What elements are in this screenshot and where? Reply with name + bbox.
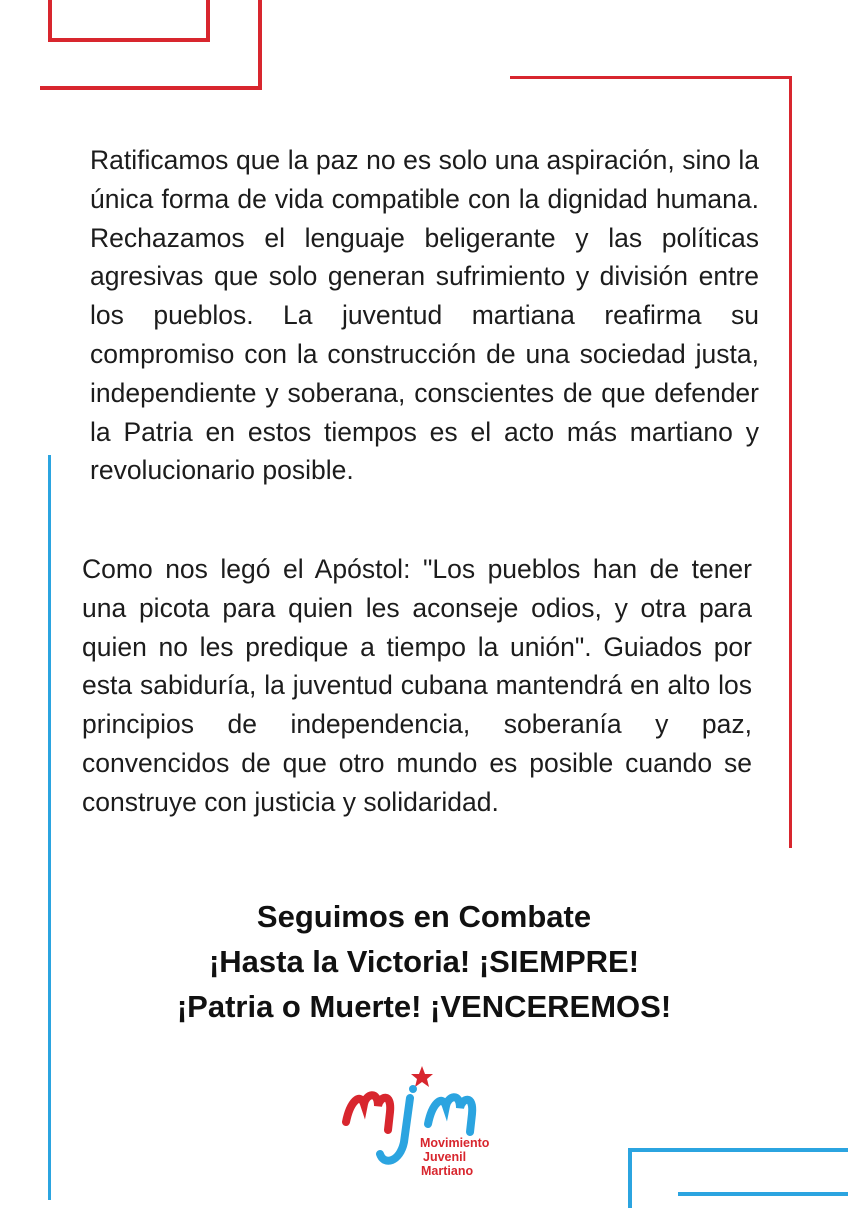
red-frame-top-left-vertical bbox=[258, 0, 262, 90]
logo-mark-text: mjm bbox=[338, 1062, 340, 1063]
paragraph-apostle-quote: Como nos legó el Apóstol: "Los pueblos han de tener una picota para quien les aconseje odios, y otra para quien no les predique a tiempo la unión". Guiados por esta sabiduría, la juventud cubana mantendrá en alto los principios de independencia, soberanía y paz, convencidos de que otro mundo es posible cuando se construye con justicia y solidaridad. bbox=[82, 554, 752, 817]
logo-label-juvenil: Juvenil bbox=[423, 1150, 467, 1164]
slogan-victoria: ¡Hasta la Victoria! ¡SIEMPRE! bbox=[208, 944, 640, 979]
paragraph-peace-declaration: Ratificamos que la paz no es solo una aspiración, sino la única forma de vida compatible con la dignidad humana. Rechazamos el lenguaje beligerante y las políticas agresivas que solo generan sufrimiento y división entre los pueblos. La juventud martiana reafirma su compromiso con la construcción de una sociedad justa, independiente y soberana, conscientes de que defender la Patria en estos tiempos es el acto más martiano y revolucionario posible. bbox=[90, 145, 759, 486]
blue-frame-left-vertical bbox=[48, 455, 51, 1200]
mjm-logo bbox=[338, 1062, 498, 1182]
red-frame-top-left-box bbox=[48, 0, 210, 42]
blue-frame-bottom-right-inner bbox=[678, 1192, 848, 1196]
red-frame-top-right-horizontal bbox=[510, 76, 792, 79]
logo-star-icon bbox=[411, 1066, 433, 1087]
logo-label-movimiento: Movimiento bbox=[420, 1136, 490, 1150]
logo-label-martiano: Martiano bbox=[421, 1164, 474, 1178]
blue-frame-bottom-right-outer bbox=[628, 1148, 848, 1152]
red-frame-right-vertical bbox=[789, 76, 792, 848]
slogan-seguimos: Seguimos en Combate bbox=[256, 899, 592, 934]
blue-frame-bottom-right-vertical bbox=[628, 1148, 632, 1208]
slogan-patria: ¡Patria o Muerte! ¡VENCEREMOS! bbox=[176, 989, 672, 1024]
red-frame-top-left-line bbox=[40, 86, 262, 90]
closing-slogans bbox=[0, 894, 848, 1029]
